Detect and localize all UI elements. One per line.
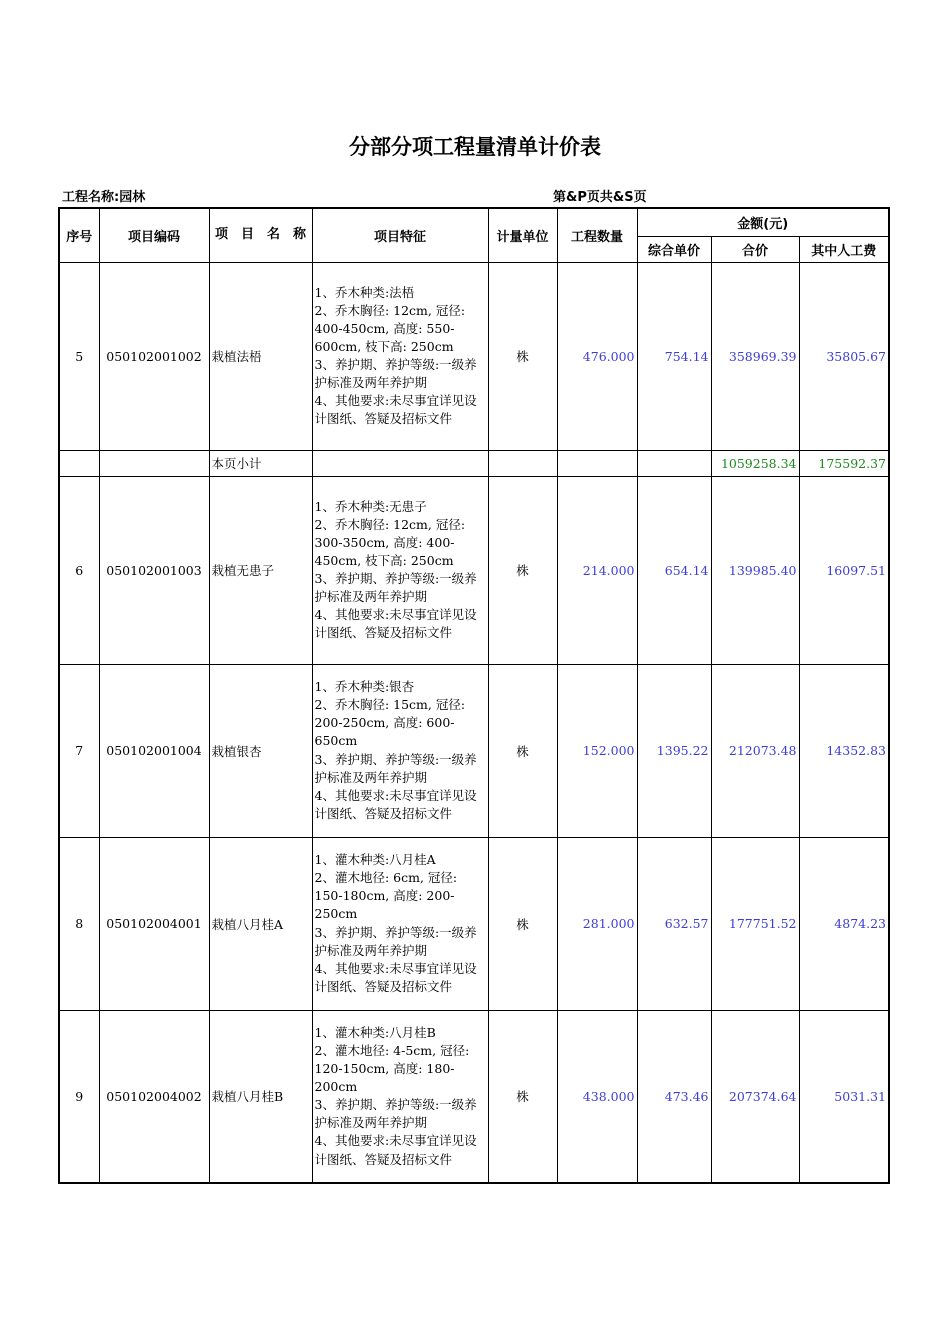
page-number-label: 第&P页共&S页: [553, 190, 647, 205]
table-row: [59, 837, 889, 1010]
row-labor: 4874.23: [799, 837, 889, 1010]
row-code: 050102001004: [99, 664, 209, 837]
row-total: 358969.39: [711, 262, 799, 450]
header-total: 合价: [711, 236, 799, 262]
header-code: 项目编码: [99, 208, 209, 262]
row-unit: 株: [488, 664, 557, 837]
row-seq: 6: [59, 476, 99, 664]
page-title: 分部分项工程量清单计价表: [349, 135, 601, 159]
row-unit-price: 654.14: [637, 476, 711, 664]
bill-of-quantities-table: [58, 207, 890, 1184]
table-row: [59, 476, 889, 664]
row-labor: 14352.83: [799, 664, 889, 837]
row-code: 050102001003: [99, 476, 209, 664]
header-labor: 其中人工费: [799, 236, 889, 262]
row-unit-price: [637, 450, 711, 476]
row-unit: 株: [488, 837, 557, 1010]
row-seq: 8: [59, 837, 99, 1010]
header-amount: 金额(元): [637, 208, 889, 236]
row-code: [99, 450, 209, 476]
header-qty: 工程数量: [557, 208, 637, 262]
row-code: 050102004001: [99, 837, 209, 1010]
row-code: 050102001002: [99, 262, 209, 450]
row-unit-price: 473.46: [637, 1010, 711, 1183]
row-seq: 9: [59, 1010, 99, 1183]
row-labor: 175592.37: [799, 450, 889, 476]
row-code: 050102004002: [99, 1010, 209, 1183]
row-qty: 281.000: [557, 837, 637, 1010]
table-body: [59, 262, 889, 1183]
row-feature: 1、乔木种类:无患子 2、乔木胸径: 12cm, 冠径: 300-350cm, 高度: 400-450cm, 枝下高: 250cm 3、养护期、养护等级:一级养护标准及两年养护期 4、其他要求:未尽事宜详见设计图纸、答疑及招标文件: [312, 476, 488, 664]
row-total: 207374.64: [711, 1010, 799, 1183]
row-qty: 152.000: [557, 664, 637, 837]
row-name: 栽植法梧: [209, 262, 312, 450]
row-qty: [557, 450, 637, 476]
row-total: 212073.48: [711, 664, 799, 837]
subtotal-row: [59, 450, 889, 476]
row-feature: 1、乔木种类:法梧 2、乔木胸径: 12cm, 冠径: 400-450cm, 高度: 550-600cm, 枝下高: 250cm 3、养护期、养护等级:一级养护标准及两年养护期 4、其他要求:未尽事宜详见设计图纸、答疑及招标文件: [312, 262, 488, 450]
row-unit-price: 632.57: [637, 837, 711, 1010]
row-name: 栽植八月桂A: [209, 837, 312, 1010]
row-feature: [312, 450, 488, 476]
row-labor: 35805.67: [799, 262, 889, 450]
row-unit: 株: [488, 1010, 557, 1183]
row-total: 1059258.34: [711, 450, 799, 476]
row-seq: 5: [59, 262, 99, 450]
row-feature: 1、灌木种类:八月桂B 2、灌木地径: 4-5cm, 冠径: 120-150cm, 高度: 180-200cm 3、养护期、养护等级:一级养护标准及两年养护期 4、其他要求:未尽事宜详见设计图纸、答疑及招标文件: [312, 1010, 488, 1183]
row-qty: 214.000: [557, 476, 637, 664]
row-total: 177751.52: [711, 837, 799, 1010]
table-row: [59, 664, 889, 837]
row-name: 栽植银杏: [209, 664, 312, 837]
row-unit: 株: [488, 476, 557, 664]
row-name: 栽植无患子: [209, 476, 312, 664]
row-seq: [59, 450, 99, 476]
row-unit: 株: [488, 262, 557, 450]
row-name: 本页小计: [209, 450, 312, 476]
table-row: [59, 1010, 889, 1183]
header-unit: 计量单位: [488, 208, 557, 262]
row-labor: 16097.51: [799, 476, 889, 664]
row-feature: 1、乔木种类:银杏 2、乔木胸径: 15cm, 冠径: 200-250cm, 高度: 600-650cm 3、养护期、养护等级:一级养护标准及两年养护期 4、其他要求:未尽事宜详见设计图纸、答疑及招标文件: [312, 664, 488, 837]
header-feature: 项目特征: [312, 208, 488, 262]
project-name-label: 工程名称:园林: [62, 190, 146, 205]
row-unit-price: 754.14: [637, 262, 711, 450]
row-unit-price: 1395.22: [637, 664, 711, 837]
header-unit-price: 综合单价: [637, 236, 711, 262]
row-feature: 1、灌木种类:八月桂A 2、灌木地径: 6cm, 冠径: 150-180cm, 高度: 200-250cm 3、养护期、养护等级:一级养护标准及两年养护期 4、其他要求:未尽事宜详见设计图纸、答疑及招标文件: [312, 837, 488, 1010]
row-total: 139985.40: [711, 476, 799, 664]
header-seq: 序号: [59, 208, 99, 262]
row-labor: 5031.31: [799, 1010, 889, 1183]
row-seq: 7: [59, 664, 99, 837]
table-row: [59, 262, 889, 450]
row-unit: [488, 450, 557, 476]
header-name: 项 目 名 称: [209, 208, 312, 262]
row-qty: 476.000: [557, 262, 637, 450]
row-qty: 438.000: [557, 1010, 637, 1183]
row-name: 栽植八月桂B: [209, 1010, 312, 1183]
